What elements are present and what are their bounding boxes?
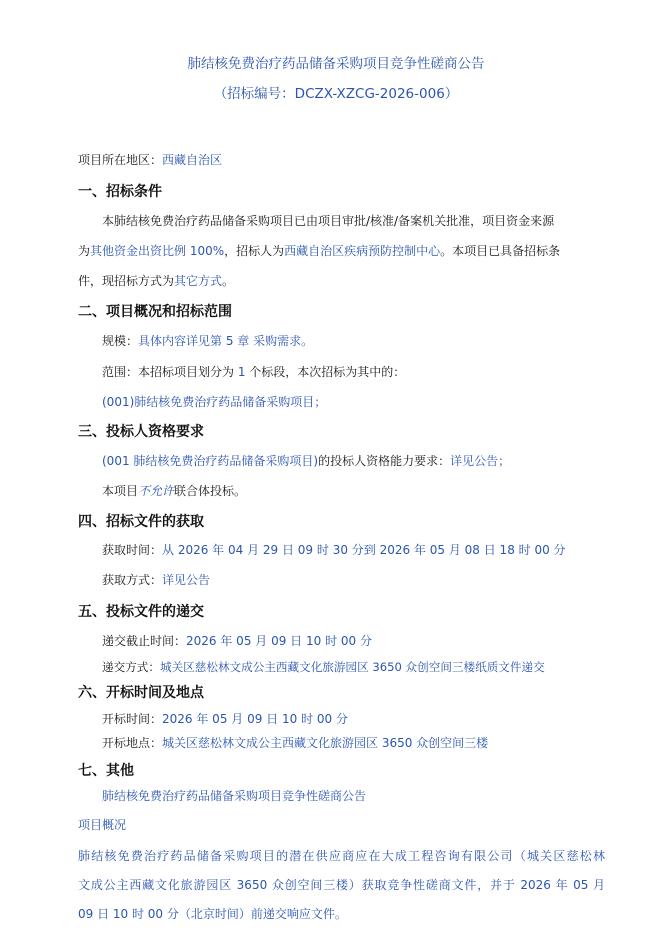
- s1-method: 其它方式: [174, 274, 223, 288]
- s1-line-1: 本肺结核免费治疗药品储备采购项目已由项目审批/核准/备案机关批准，项目资金来源: [102, 214, 555, 228]
- s2-lot-line: (001)肺结核免费治疗药品储备采购项目；: [102, 395, 327, 409]
- s4-time-line: [102, 542, 566, 558]
- s6-time-label: 开标时间：: [102, 712, 163, 726]
- s2-text: 个标段，本次招标为其中的：: [245, 365, 406, 379]
- s3-line-1: [102, 453, 510, 469]
- region-line: [78, 152, 222, 168]
- s2-lot-count: 1: [237, 365, 246, 379]
- s6-place-line: [102, 735, 488, 751]
- section-6-heading: 六、开标时间及地点: [78, 685, 204, 701]
- notice-title: 肺结核免费治疗药品储备采购项目竞争性磋商公告: [187, 56, 485, 72]
- s1-line-3: [78, 273, 234, 289]
- s2-scale-value: 具体内容详见第 5 章 采购需求。: [138, 334, 314, 348]
- s5-deadline-label: 递交截止时间：: [102, 634, 187, 648]
- s3-text: 本项目: [102, 484, 139, 498]
- s3-consortium: 不允许: [138, 484, 175, 498]
- s5-deadline-line: [102, 633, 372, 649]
- s2-scope-line: [102, 364, 405, 380]
- s1-text: 。本项目已具备招标条: [440, 244, 561, 258]
- section-5-heading: 五、投标文件的递交: [78, 604, 204, 620]
- s1-text: 为: [78, 244, 91, 258]
- s2-scale-label: 规模：: [102, 334, 139, 348]
- region-label: 项目所在地区：: [78, 153, 163, 167]
- s7-notice-name: 肺结核免费治疗药品储备采购项目竞争性磋商公告: [102, 789, 367, 803]
- s7-para-line-3: 09 日 10 时 00 分（北京时间）前递交响应文件。: [78, 907, 347, 921]
- s4-method-value: 详见公告: [162, 573, 211, 587]
- s1-line-2: [78, 243, 560, 259]
- s5-method-line: [102, 659, 545, 675]
- section-4-heading: 四、招标文件的获取: [78, 514, 204, 530]
- section-2-heading: 二、项目概况和招标范围: [78, 304, 232, 320]
- s7-overview-label: 项目概况: [78, 818, 127, 832]
- section-3-heading: 三、投标人资格要求: [78, 424, 204, 440]
- s6-time-line: [102, 711, 348, 727]
- region-value: 西藏自治区: [162, 153, 223, 167]
- tender-code: （招标编号：DCZX-XZCG-2026-006）: [213, 86, 459, 102]
- s2-text: 范围：本招标项目划分为: [102, 365, 238, 379]
- s1-tenderer: 西藏自治区疾病预防控制中心: [284, 244, 441, 258]
- s1-fund-source: 其他资金出资比例 100%: [90, 244, 225, 258]
- s3-requirement: 详见公告；: [450, 454, 511, 468]
- s4-method-label: 获取方式：: [102, 573, 163, 587]
- s1-text: 。: [222, 274, 235, 288]
- s6-time-value: 2026 年 05 月 09 日 10 时 00 分: [162, 712, 348, 726]
- s3-text: 联合体投标。: [174, 484, 247, 498]
- s5-method-label: 递交方式：: [102, 660, 160, 674]
- section-1-heading: 一、招标条件: [78, 184, 162, 200]
- s3-line-2: [102, 483, 246, 499]
- s7-para-line-2: 文成公主西藏文化旅游园区 3650 众创空间三楼）获取竞争性磋商文件，并于 2026 年 05 月: [78, 878, 605, 892]
- section-7-heading: 七、其他: [78, 763, 134, 779]
- s4-time-label: 获取时间：: [102, 543, 163, 557]
- s6-place-label: 开标地点：: [102, 736, 163, 750]
- s3-text: 的投标人资格能力要求：: [318, 454, 451, 468]
- s6-place-value: 城关区慈松林文成公主西藏文化旅游园区 3650 众创空间三楼: [162, 736, 489, 750]
- s3-lot: (001 肺结核免费治疗药品储备采购项目): [102, 454, 319, 468]
- s5-method-value: 城关区慈松林文成公主西藏文化旅游园区 3650 众创空间三楼纸质文件递交: [159, 660, 545, 674]
- s4-time-value: 从 2026 年 04 月 29 日 09 时 30 分到 2026 年 05 月 08 日 18 时 00 分: [162, 543, 566, 557]
- s5-deadline-value: 2026 年 05 月 09 日 10 时 00 分: [186, 634, 372, 648]
- s1-text: ，招标人为: [224, 244, 285, 258]
- s4-method-line: [102, 572, 210, 588]
- s2-scale-line: [102, 333, 313, 349]
- s1-text: 件，现招标方式为: [78, 274, 175, 288]
- s7-para-line-1: 肺结核免费治疗药品储备采购项目的潜在供应商应在大成工程咨询有限公司（城关区慈松林: [78, 849, 605, 863]
